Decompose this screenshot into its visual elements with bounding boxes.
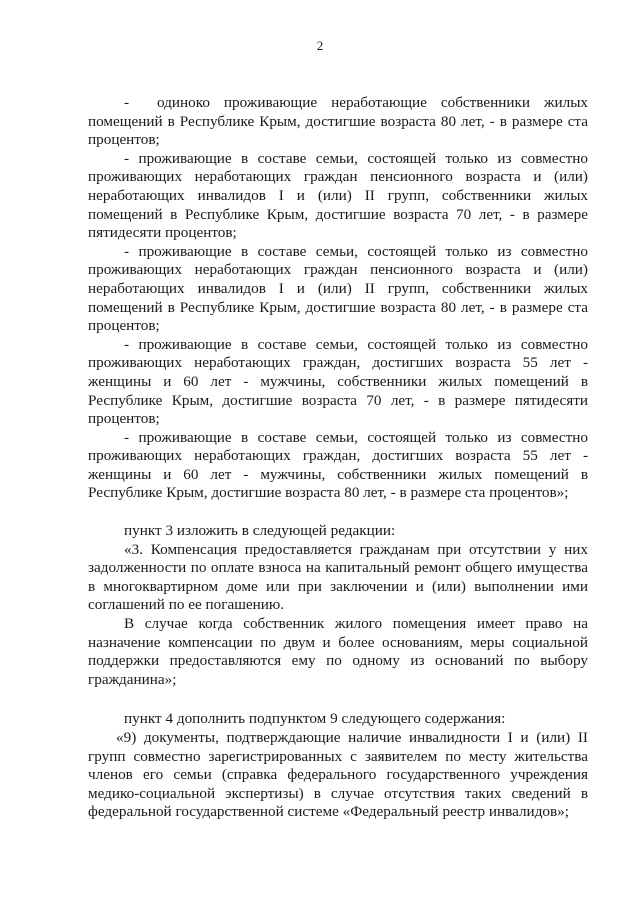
document-body bbox=[88, 94, 588, 822]
page-number: 2 bbox=[316, 38, 324, 53]
paragraph-family-age-70: - проживающие в составе семьи, состоящей только из совместно проживающих неработающих граждан, достигших возраста 55 лет - женщины и 60 лет - мужчины, собственники жилых помещений в Республике Крым, достигшие возраста 70 лет, - в размере пятидесяти процентов; bbox=[88, 335, 588, 428]
paragraph-single-owners-80: - одиноко проживающие неработающие собственники жилых помещений в Республике Крым, достигшие возраста 80 лет, - в размере ста процентов; bbox=[88, 94, 588, 149]
clause-3-second-paragraph: В случае когда собственник жилого помещения имеет право на назначение компенсации по двум и более основаниям, меры социальной поддержки предоставляются ему по одному из оснований по выбору гражданина»; bbox=[88, 615, 588, 688]
clause-9-text: «9) документы, подтверждающие наличие инвалидности I и (или) II групп совместно зарегистрированных с заявителем по месту жительства членов его семьи (справка федерального государственного учреждения медико-социальной экспертизы) в случае отсутствия таких сведений в федеральной государственной системе «Федеральный реестр инвалидов»; bbox=[88, 729, 588, 821]
instruction-point-3: пункт 3 изложить в следующей редакции: bbox=[124, 522, 396, 540]
instruction-point-4: пункт 4 дополнить подпунктом 9 следующего содержания: bbox=[124, 710, 506, 728]
paragraph-family-pensioners-80: - проживающие в составе семьи, состоящей только из совместно проживающих неработающих граждан пенсионного возраста и (или) неработающих инвалидов I и (или) II групп, собственники жилых помещений в Республике Крым, достигшие возраста 80 лет, - в размере ста процентов; bbox=[88, 242, 588, 335]
paragraph-family-pensioners-70: - проживающие в составе семьи, состоящей только из совместно проживающих неработающих граждан пенсионного возраста и (или) неработающих инвалидов I и (или) II групп, собственники жилых помещений в Республике Крым, достигшие возраста 70 лет, - в размере пятидесяти процентов; bbox=[88, 149, 588, 242]
paragraph-family-age-80: - проживающие в составе семьи, состоящей только из совместно проживающих неработающих граждан, достигших возраста 55 лет - женщины и 60 лет - мужчины, собственники жилых помещений в Республике Крым, достигшие возраста 80 лет, - в размере ста процентов»; bbox=[88, 428, 588, 502]
clause-3-text: «3. Компенсация предоставляется гражданам при отсутствии у них задолженности по оплате взноса на капитальный ремонт общего имущества в многоквартирном доме или при заключении и (или) выполнении ими соглашений по ее погашению. bbox=[88, 540, 588, 614]
